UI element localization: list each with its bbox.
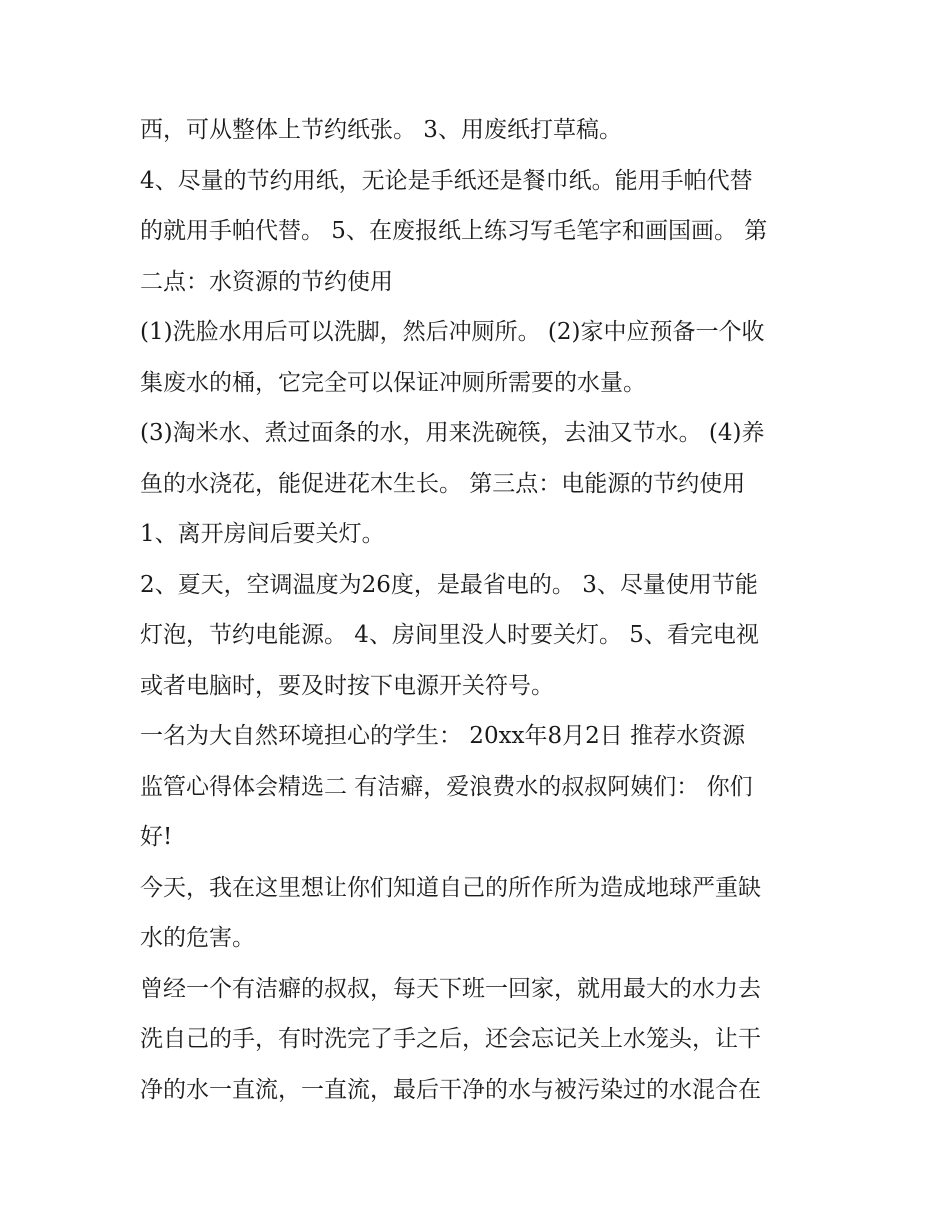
- text-line: 净的水一直流，一直流，最后干净的水与被污染过的水混合在: [140, 1076, 761, 1103]
- text-line: 好!: [140, 824, 173, 850]
- text-line: 西，可从整体上节约纸张。 3、用废纸打草稿。: [140, 117, 622, 143]
- text-line: 1、离开房间后要关灯。: [140, 521, 385, 547]
- text-line: 4、尽量的节约用纸，无论是手纸还是餐巾纸。能用手帕代替: [140, 167, 753, 194]
- text-line: 监管心得体会精选二 有洁癖，爱浪费水的叔叔阿姨们： 你们: [140, 773, 753, 800]
- text-line: 鱼的水浇花，能促进花木生长。 第三点：电能源的节约使用: [140, 470, 746, 497]
- text-line: 2、夏天，空调温度为26度，是最省电的。 3、尽量使用节能: [140, 571, 758, 598]
- text-line: 今天，我在这里想让你们知道自己的所作所为造成地球严重缺: [140, 874, 761, 901]
- text-line: 曾经一个有洁癖的叔叔，每天下班一回家，就用最大的水力去: [140, 975, 761, 1002]
- text-line: 二点：水资源的节约使用: [140, 268, 393, 295]
- document-body: [140, 105, 820, 1115]
- text-line: 一名为大自然环境担心的学生： 20xx年8月2日 推荐水资源: [140, 723, 746, 749]
- text-line: (3)淘米水、煮过面条的水，用来洗碗筷，去油又节水。 (4)养: [140, 420, 765, 446]
- text-line: 或者电脑时，要及时按下电源开关符号。: [140, 672, 554, 699]
- text-line: 集废水的桶，它完全可以保证冲厕所需要的水量。: [140, 369, 646, 396]
- text-line: 洗自己的手，有时洗完了手之后，还会忘记关上水笼头，让干: [140, 1026, 761, 1052]
- text-line: 的就用手帕代替。 5、在废报纸上练习写毛笔字和画国画。 第: [140, 218, 768, 244]
- text-line: (1)洗脸水用后可以洗脚，然后冲厕所。 (2)家中应预备一个收: [140, 319, 765, 345]
- text-line: 灯泡，节约电能源。 4、房间里没人时要关灯。 5、看完电视: [140, 622, 759, 648]
- text-line: 水的危害。: [140, 925, 255, 951]
